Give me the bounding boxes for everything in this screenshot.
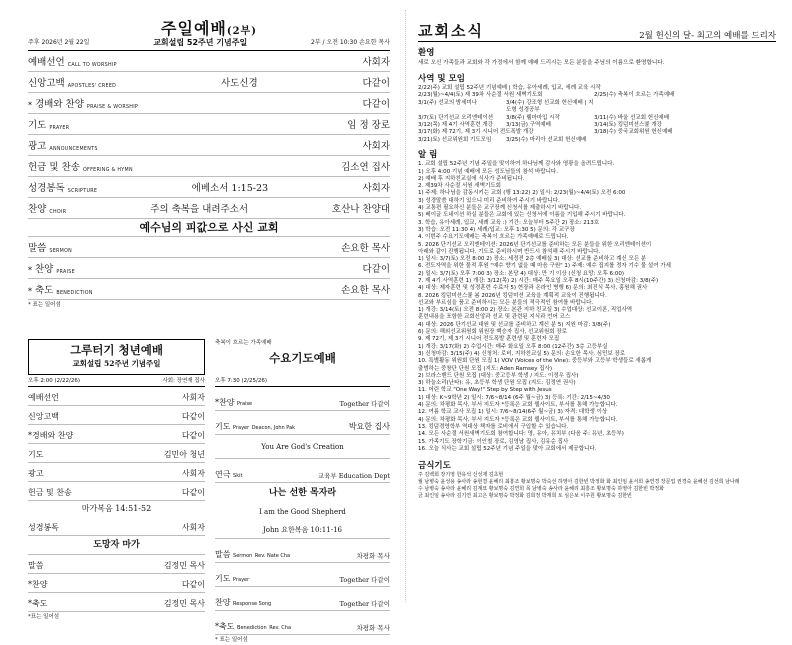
wed-item-leader: Together 다같이	[339, 576, 390, 584]
stand-mark: *	[28, 266, 32, 275]
wed-item-en-name: Rev. Nate Cha	[254, 553, 291, 559]
notice-line: 9. 제 72기, 제 3기 시니어 전도폭발 훈련생 및 훈련자 모집	[418, 336, 560, 343]
youth-service	[28, 339, 205, 645]
news-header	[418, 20, 776, 42]
youth-item-leader: 다같이	[181, 580, 205, 589]
wed-praise-label: *찬양	[215, 398, 235, 407]
order-item-name: 광고	[28, 141, 47, 152]
wed-order-row	[215, 611, 390, 635]
prayer-list	[418, 472, 776, 500]
order-item-name: 기도	[28, 120, 47, 131]
notice-line: 선교와 부르심을 품고 준비하시는 모든 분들의 적극적인 참여를 바랍니다.	[418, 299, 594, 306]
notice-line: 8. 2026 킹덤미션스쿨 봄 2026년 킹덤미션 교육을 계획적 교육이 진행됩니다.	[418, 292, 607, 299]
notice-line: 10. 특별활동 위원회 단원 모집 1) VOV (Voices of the Vine): 중등부와 고등부 학생들로 새롭게	[418, 358, 652, 365]
order-item-english: SERMON	[49, 249, 73, 254]
wednesday-time: 오후 7:30 (2/25/26)	[215, 378, 267, 384]
youth-item-leader: 다같이	[181, 412, 205, 421]
worship-order-list	[28, 51, 390, 219]
youth-meta	[28, 375, 205, 387]
notice-line: 1) 일시: 3/7(토) 오전 8:00 2) 장소: 세정전 2층 예배실 3) 대상: 선교를 준비하고 계신 모든 분	[418, 256, 647, 263]
notice-line: 11. 어린 학교 "One Way!" Step by Step with Jesus	[418, 387, 552, 394]
service-subtitle: 교회설립 52주년 기념주일	[153, 38, 248, 47]
wed-order-row	[215, 539, 390, 563]
youth-header	[28, 339, 205, 375]
notice-line: 2. 제39차 사순절 서원 새벽기도회	[418, 183, 501, 190]
stand-note: * 표는 일어섬	[28, 302, 61, 308]
events-grid	[418, 85, 776, 144]
event-item: 3/1(주) 선교의 밤세미나	[418, 99, 478, 106]
event-item: 3/17(화) 제 72기, 제 3기 시니어 전도폭발 개강	[418, 129, 534, 136]
news-theme: 2월 헌신의 달- 최고의 예배를 드리자	[639, 31, 776, 41]
prayer-line: 주 김백희 장기영 한유석 신성재 김초현	[418, 472, 504, 479]
youth-leader: 사회: 장연재 집사	[162, 378, 205, 384]
order-item-english: CALL TO WORSHIP	[67, 63, 117, 68]
stand-mark: *	[28, 287, 32, 296]
service-title	[28, 20, 390, 38]
order-item	[28, 282, 93, 296]
order-item-english: CHOIR	[49, 210, 67, 215]
order-item	[28, 180, 97, 194]
youth-item-name: *찬양	[28, 580, 48, 589]
youth-item-name: 기도	[28, 450, 44, 459]
notice-line: 14. 모든 사순절 서원새벽기도회 참여합니다: 영, 유아, 유치부 (다음 주: 유년, 초등부)	[418, 431, 624, 438]
order-item-leader: 사회자	[362, 141, 390, 152]
event-item: 3/12(목) 제 4기 사역훈련 개강	[418, 122, 493, 129]
youth-order-after	[28, 555, 205, 612]
order-row	[28, 237, 390, 258]
order-row	[28, 72, 390, 93]
wed-item-name: 기도	[215, 574, 231, 583]
notice-line: 1) 주제: 하나님을 감동시키는 교회 (행 13:22) 2) 일시: 2/23(월)~4/4(토) 오전 6:00	[418, 190, 626, 197]
order-item-english: APOSTLES' CREED	[67, 84, 117, 89]
notice-line: 6) 문의: 해외선교위원회 위원장 백승자 집사, 선교위원회 장로	[418, 329, 567, 336]
order-item-leader: 호산나 찬양대	[331, 204, 390, 215]
youth-item-leader: 김정민 목사	[163, 599, 205, 608]
wed-prayer-label: 기도	[215, 422, 231, 431]
order-item-name: 예배선언	[28, 57, 65, 68]
events-heading: 사역 및 모임	[418, 74, 465, 84]
notice-line: 아래와 같이 진행됩니다. 기도로 준비하시며 반드시 참석해 주시기 바랍니다.	[418, 248, 601, 255]
notices-list	[418, 161, 776, 453]
wed-item	[215, 597, 271, 608]
wed-item-leader: 차평화 목사	[356, 552, 390, 560]
youth-item-name: 신앙고백	[28, 412, 59, 421]
notice-line: 5. 2026 단기선교 오리엔테이션: 2026년 단기선교를 준비하는 모든 분들을 위한 오리엔테이션이	[418, 241, 652, 248]
notice-line: 훈련내용을 포함한 교회신앙과 선교 및 관련된 지식과 언어 코스	[418, 314, 571, 321]
wednesday-pre: 축복이 흐르는 가족예배	[215, 340, 272, 346]
wed-order-after	[215, 539, 390, 635]
service-title-text: 주일예배	[161, 19, 227, 38]
order-item	[28, 54, 117, 68]
youth-item-name: 헌금 및 찬송	[28, 488, 72, 497]
youth-order-row	[28, 574, 205, 593]
youth-order-list	[28, 387, 205, 501]
notice-line: 1) 개강: 3/17(화) 2) 수업시간: 매주 화요일 오후 8:00 (12주간) 3층 고등부실	[418, 343, 608, 350]
notice-line: 2) 브라스밴드 단원 모집 (대상: 중고등부 학생 / 지도: 이정우 집사)	[418, 372, 579, 379]
notice-line: 3) 성경말씀 대하기 있으니 미리 준비하여 주시기 바랍니다.	[418, 197, 560, 204]
youth-item-leader: 다같이	[181, 488, 205, 497]
notice-line: 4) 문의: 차평화 목사, 부서 지도자 *등록은 교회 웹사이트, 부서를 통해 가능합니다.	[418, 416, 618, 423]
notice-line: 4) 대상: 제자훈련 및 성경훈련 수료자 5) 현장과 온라인 병행 6) 문의: 최진식 목사, 홍원해 권사	[418, 285, 648, 292]
notice-line: 12. 여름 학교 교사 모집 1) 일시: 7/6~8/14(6주 월~금) 3) 자격: 대학생 이상	[418, 409, 608, 416]
wed-skit-row	[215, 459, 390, 483]
notice-line: 6. 전도자역을 위한 물적 후원 "예수 향기 없을 때 마음 구원" 1) 주제: 예수 집지를 정자 기수 물 설여 가세	[418, 263, 671, 270]
order-item-detail: 사도신경	[220, 78, 258, 89]
youth-stand-note: *표는 일어섬	[28, 614, 60, 620]
order-item	[28, 240, 72, 254]
notice-line: 2) 일시: 3/7(토) 오후 7:00 3) 장소: 본당 4) 대상: 만 기 이상 (신청 요망: 오후 6:00)	[418, 270, 625, 277]
order-row	[28, 258, 390, 279]
wed-item-english: Sermon	[233, 553, 253, 559]
wed-hymn-title: You Are God's Creation	[215, 435, 390, 459]
wed-item	[215, 621, 291, 632]
order-item-name: 신앙고백	[28, 78, 65, 89]
order-item	[28, 261, 75, 275]
notice-line: 7. 제 4기 사역훈련 1) 개강: 3/12(목) 2) 시간: 매주 목요일 오후 8시(10주간) 3) 신청마감: 3/8(주)	[418, 278, 659, 284]
event-item	[594, 100, 776, 115]
notices-heading: 알 림	[418, 150, 438, 161]
youth-time: 오후 2:00 (2/22/26)	[28, 378, 80, 384]
notice-line: 1) 개강: 3/14(토) 오전 8:00 2) 장소: 본관 지하 친교실 3) 수업대상: 선교이론, 직업사역	[418, 307, 633, 314]
order-row	[28, 177, 390, 198]
notice-line: 3) 학습: 오전 11:30 4) 세례/입교: 오후 1:30 5) 문의: 각 교구장	[418, 226, 575, 233]
wed-item-leader: Together 다같이	[339, 600, 390, 608]
order-item	[28, 96, 138, 110]
event-item: 3/11(수) 바울 선교회 헌신예배	[594, 114, 670, 121]
service-part: (2부)	[226, 26, 257, 37]
wed-sermon-title: 나는 선한 목자라	[268, 488, 337, 498]
fold-line	[405, 10, 406, 602]
prayer-section	[418, 453, 776, 500]
youth-order-row	[28, 387, 205, 406]
order-item-leader: 다같이	[362, 78, 390, 89]
order-item-english: BENEDICTION	[56, 291, 93, 296]
notice-line: 13. 킹덤경영학부 역대상 책자를 로비에서 구입할 수 있습니다.	[418, 423, 569, 430]
order-item	[28, 138, 98, 152]
youth-item-name: 말씀	[28, 561, 44, 570]
order-item-english: ANNOUNCEMENTS	[49, 147, 98, 152]
order-row	[28, 114, 390, 135]
order-item-detail: 주의 축복을 내려주소서	[150, 204, 249, 215]
notice-line: 출범하는 중창단 단원 모집 (지도: Aden Ramsey 집사)	[418, 365, 553, 372]
order-row	[28, 51, 390, 72]
wed-praise-row	[215, 387, 390, 411]
news-panel	[418, 20, 776, 500]
prayer-heading: 금식기도	[418, 461, 451, 472]
order-item-english: PRAISE & WORSHIP	[86, 105, 139, 110]
prayer-line: 월 남병숙 윤성용 송사라 송현결 윤혜리 최흥조 황보명숙 박숙선 하영아 김한빈 박정화 화 최인임 윤서희 송연경 장문업 권경숙 윤혜선 김선희 남나래	[418, 479, 740, 486]
wed-stand-note: * 표는 일어섬	[215, 637, 248, 643]
sermon-title: 예수님의 피값으로 사신 교회	[28, 219, 390, 237]
order-item	[28, 75, 116, 89]
order-item-name: 찬양	[35, 264, 54, 275]
sub-services	[28, 339, 390, 645]
youth-item-name: 광고	[28, 469, 44, 478]
wednesday-service	[215, 339, 390, 645]
event-item: 2/23(월)~4/4(토) 제 39차 사순절 서원 새벽기도회	[418, 92, 543, 99]
event-item: 3/8(주) 웰마마입 시작	[506, 114, 560, 121]
order-item-english: PRAISE	[56, 270, 75, 275]
order-item-name: 축도	[35, 285, 54, 296]
welcome-heading: 환영	[418, 48, 435, 58]
order-row	[28, 135, 390, 156]
wednesday-title: 수요기도예배	[269, 351, 336, 365]
wed-item-name: 말씀	[215, 550, 231, 559]
order-item-detail: 에베소서 1:15-23	[191, 183, 269, 194]
notice-line: 1) 오후 4:00 기념 예배에 모든 성도님들의 참석 바랍니다.	[418, 168, 558, 175]
youth-order-row	[28, 593, 205, 612]
youth-subtitle: 교회설립 52주년 기념주일	[72, 359, 161, 368]
youth-scripture-ref: 마가복음 14:51-52	[81, 504, 152, 513]
youth-order-row	[28, 444, 205, 463]
worship-order-panel	[28, 19, 390, 643]
wed-item-leader: 차평화 목사	[356, 624, 390, 632]
order-item-leader: 손요한 목사	[341, 243, 390, 254]
youth-order-row	[28, 555, 205, 574]
notice-line: 1) 대상: K~9학년 2) 일시: 7/6~8/14 (6주 월~금) 3) 등록: 기간: 2/15~4/30	[418, 394, 610, 401]
notice-line: 3) 하늘소리(난타): 유, 초등부 학생 단원 모집 (지도: 김정연 권사)	[418, 380, 576, 387]
notice-line: 3) 신청마감: 3/15(주) 4) 신청처: 로비, 지하친교실 5) 문의: 손요한 목사, 심민보 장로	[418, 350, 626, 357]
wed-order-row	[215, 587, 390, 611]
event-item: 3/21(토) 선교위원회 기도모임	[418, 136, 492, 143]
youth-scripture-leader: 사회자	[181, 523, 205, 532]
wed-praise-leader: Together 다같이	[339, 400, 390, 408]
youth-item-name: 예배선언	[28, 393, 59, 402]
notice-line: 16. 오늘 식사는 교회 설립 52주년 기념 주일을 맞아 교회에서 제공합니다.	[418, 445, 597, 452]
youth-item-leader: 사회자	[181, 469, 205, 478]
notice-line: 15. 가족기도 장학기금: 이인철 장로, 김영남 집사, 김유순 집사	[418, 438, 569, 445]
notice-line: 1. 교회 설립 52주년 기념 주일을 맞이하여 하나님께 감사와 영광을 올려드립니다.	[418, 161, 615, 168]
welcome-text: 새로 오신 가족들과 교회와 각 가정에서 함께 예배 드리시는 모든 분들을 주님의 이름으로 환영합니다.	[418, 60, 665, 66]
order-item-name: 경배와 찬양	[35, 99, 84, 110]
order-item-leader: 다같이	[362, 264, 390, 275]
order-item-english: SCRIPTURE	[67, 189, 98, 194]
youth-item-leader: 사회자	[181, 393, 205, 402]
wed-prayer-en-name: Deacon, John Pak	[251, 425, 296, 431]
youth-sermon-title: 도망자 마가	[28, 536, 205, 555]
notice-line: 4) 문의: 차평화 목사, 부서 지도자 *등록은 교회 웹사이트, 부서를 통해 가능합니다.	[418, 402, 618, 409]
event-item: 3/4(수) 강조형 선교회 헌신예배 | 지도형 성경공부	[506, 99, 594, 114]
wed-scripture: John 요한복음 10:11-16	[215, 521, 390, 539]
wed-skit-sub: Skit	[233, 473, 243, 479]
wed-prayer-row	[215, 411, 390, 435]
wed-praise-sub: Praise	[237, 401, 253, 407]
wed-prayer-leader: 박요한 집사	[348, 422, 390, 431]
notice-line: 3. 학습, 유아세례, 입교, 세례 교육 :) 기간: 오늘부터 5주간 2) 장소: 213호	[418, 219, 600, 226]
stand-mark: *	[28, 101, 32, 110]
prayer-line: 금 최인임 송사라 김기연 최고은 황보명숙 박정화 김희정 박재희 토 심은보 이주원 황보명숙 김한빈	[418, 492, 632, 499]
youth-order-row	[28, 482, 205, 501]
wed-sermon-title-en: I am the Good Shepherd	[259, 508, 346, 516]
youth-item-name: *축도	[28, 599, 48, 608]
notice-line: 2) 예배 후 지하친교실에 식사가 준비됩니다.	[418, 175, 525, 182]
service-meta	[28, 38, 390, 48]
wed-skit-leader: 교육부 Education Dept	[317, 472, 390, 480]
order-item-leader: 김소연 집사	[341, 162, 390, 173]
event-item: 3/25(수) 마리아 선교회 헌신예배	[506, 136, 587, 143]
order-item-leader: 다같이	[362, 99, 390, 110]
youth-order-row	[28, 425, 205, 444]
service-date: 주후 2026년 2월 22일	[28, 39, 90, 46]
youth-scripture-row	[28, 517, 205, 536]
order-item	[28, 201, 66, 215]
news-title: 교회소식	[418, 22, 484, 40]
order-item-leader: 손요한 목사	[341, 285, 390, 296]
order-item-leader: 사회자	[362, 57, 390, 68]
order-item-name: 찬양	[28, 204, 47, 215]
wed-prayer-sub: Prayer	[233, 425, 250, 431]
notice-line: 4) 대상: 2026 단기선교 대원 및 선교를 준비하고 계신 분 5) 지원 마감: 3/8(주)	[418, 321, 611, 328]
wednesday-meta	[215, 375, 390, 387]
youth-item-name: *경배와 찬양	[28, 431, 74, 440]
order-row	[28, 279, 390, 300]
wed-item-english: Prayer	[233, 577, 250, 583]
order-item-english: OFFERING & HYMN	[82, 168, 133, 173]
event-item: 2/25(수) 축복이 흐르는 가족예배	[594, 92, 675, 99]
order-item	[28, 159, 133, 173]
order-item-name: 성경봉독	[28, 183, 65, 194]
event-item: 3/18(수) 중국교회위원 헌신예배	[594, 129, 673, 136]
notice-line: 4) 교통편 필요하신 분들은 교구장께 신청서를 제출하시기 바랍니다.	[418, 205, 582, 212]
wed-order-row	[215, 563, 390, 587]
youth-scripture-label: 성경봉독	[28, 523, 59, 532]
order-row	[28, 156, 390, 177]
wednesday-header	[215, 339, 390, 375]
notice-line: 4. 이번주 수요기도예배는 축복이 흐르는 가족예배로 드립니다.	[418, 234, 569, 241]
order-row	[28, 93, 390, 114]
order-item-name: 말씀	[28, 243, 47, 254]
wed-item-name: *축도	[215, 622, 235, 631]
youth-title: 그루터기 청년예배	[70, 343, 163, 357]
event-item: 3/14(토) 킹덤미션스쿨 개강	[594, 122, 662, 129]
order-item-english: PRAYER	[49, 126, 70, 131]
wed-item-name: 찬양	[215, 598, 231, 607]
wed-item-english: Benediction	[237, 625, 267, 631]
order-item-leader: 임 정 장로	[347, 120, 390, 131]
event-item: 3/13(금) 구역예배	[506, 122, 551, 129]
order-row	[28, 198, 390, 219]
order-item	[28, 117, 69, 131]
wed-skit-label: 연극	[215, 470, 231, 479]
wed-item-english: Response Song	[233, 601, 272, 607]
order-item-leader: 사회자	[362, 183, 390, 194]
youth-order-row	[28, 463, 205, 482]
wed-item	[215, 573, 249, 584]
service-time: 2부 / 오전 10:30 손요한 목사	[310, 39, 390, 46]
event-item: 3/7(토) 단기선교 오리엔테이션	[418, 114, 494, 121]
order-item-name: 헌금 및 찬송	[28, 162, 80, 173]
youth-item-leader: 김정민 목사	[163, 561, 205, 570]
wed-item	[215, 549, 290, 560]
notice-line: 5) 베이글 도네이션 하실 분들은 교회에 있는 신청서에 이름을 기입해 주시기 바랍니다.	[418, 212, 626, 219]
youth-item-leader: 다같이	[181, 431, 205, 440]
worship-order-after	[28, 237, 390, 300]
youth-item-leader: 김민아 청년	[163, 450, 205, 459]
wed-item-en-name: Rev. Cha	[269, 625, 292, 631]
youth-order-row	[28, 406, 205, 425]
event-item	[594, 137, 776, 144]
event-item: 2/22(주) 교회 설립 52주년 기념예배 | 학습, 유아세례, 입교, 세례 교육 시작	[418, 85, 601, 91]
prayer-line: 수 남병숙 송사라 윤혜리 김계묘 황보명숙 김연희 목 남병숙 송사라 윤혜리 최흥조 황보명숙 하영아 김한빈 박정화	[418, 485, 665, 492]
